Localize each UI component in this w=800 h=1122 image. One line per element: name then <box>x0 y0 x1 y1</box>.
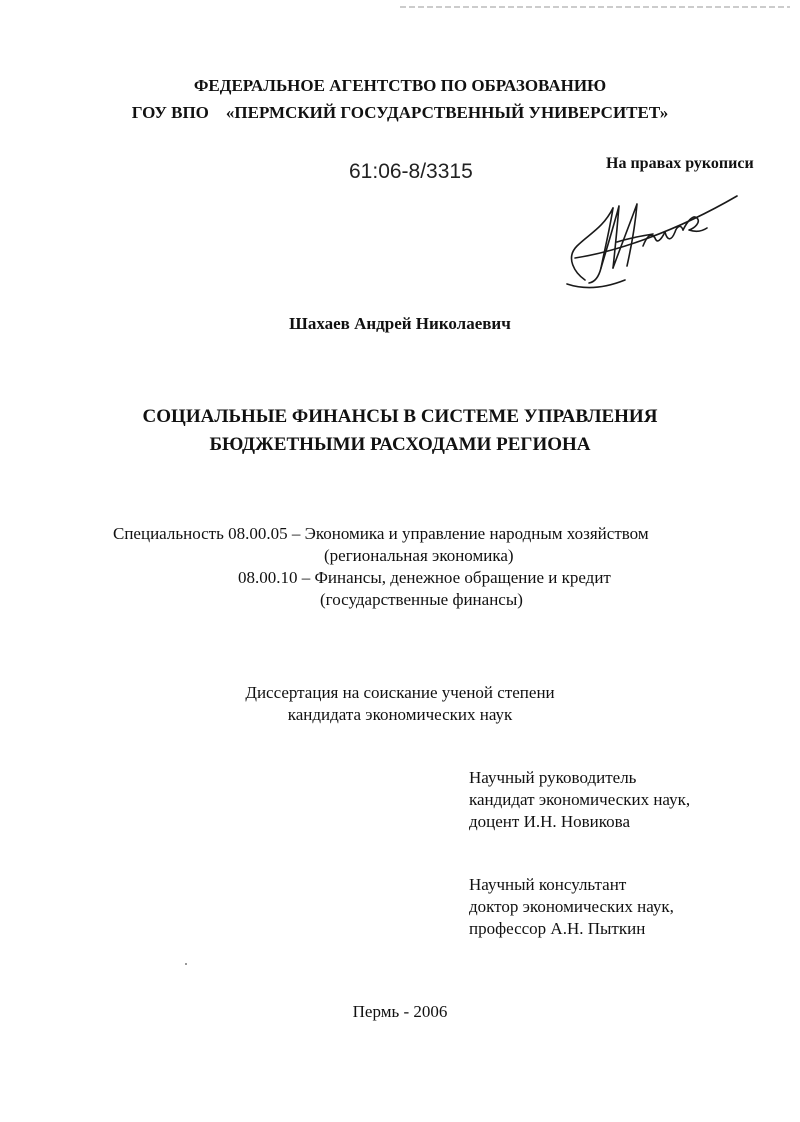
degree-line-1: Диссертация на соискание ученой степени <box>245 683 555 702</box>
agency-line: ФЕДЕРАЛЬНОЕ АГЕНТСТВО ПО ОБРАЗОВАНИЮ <box>193 76 607 95</box>
specialty-line-1: Специальность 08.00.05 – Экономика и управление народным хозяйством <box>113 524 649 543</box>
supervisor-degree: кандидат экономических наук, <box>469 790 691 809</box>
title-line-2: БЮДЖЕТНЫМИ РАСХОДАМИ РЕГИОНА <box>209 434 591 455</box>
degree-line-2: кандидата экономических наук <box>287 705 513 724</box>
signature-icon <box>555 188 745 298</box>
place-and-year: Пермь - 2006 <box>352 1002 448 1021</box>
scan-dust-mark <box>185 963 187 965</box>
supervisor-block <box>469 767 690 833</box>
consultant-role: Научный консультант <box>469 875 627 894</box>
consultant-degree: доктор экономических наук, <box>469 897 674 916</box>
university-line: ГОУ ВПО «ПЕРМСКИЙ ГОСУДАРСТВЕННЫЙ УНИВЕРСИТЕТ» <box>131 103 669 122</box>
supervisor-role: Научный руководитель <box>469 768 637 787</box>
consultant-name: профессор А.Н. Пыткин <box>469 919 646 938</box>
degree-statement <box>0 682 800 726</box>
supervisor-name: доцент И.Н. Новикова <box>469 812 631 831</box>
specialty-line-4: (государственные финансы) <box>320 590 523 609</box>
specialty-line-2: (региональная экономика) <box>324 546 514 565</box>
dissertation-title <box>0 403 800 459</box>
scan-artifact-line <box>400 6 790 8</box>
author-name: Шахаев Андрей Николаевич <box>289 314 511 333</box>
institution-header <box>0 72 800 126</box>
title-line-1: СОЦИАЛЬНЫЕ ФИНАНСЫ В СИСТЕМЕ УПРАВЛЕНИЯ <box>142 406 658 427</box>
consultant-block <box>469 874 674 940</box>
specialty-line-3: 08.00.10 – Финансы, денежное обращение и кредит <box>238 568 611 587</box>
manuscript-rights: На правах рукописи <box>606 155 754 172</box>
catalog-code: 61:06-8/3315 <box>349 160 473 183</box>
